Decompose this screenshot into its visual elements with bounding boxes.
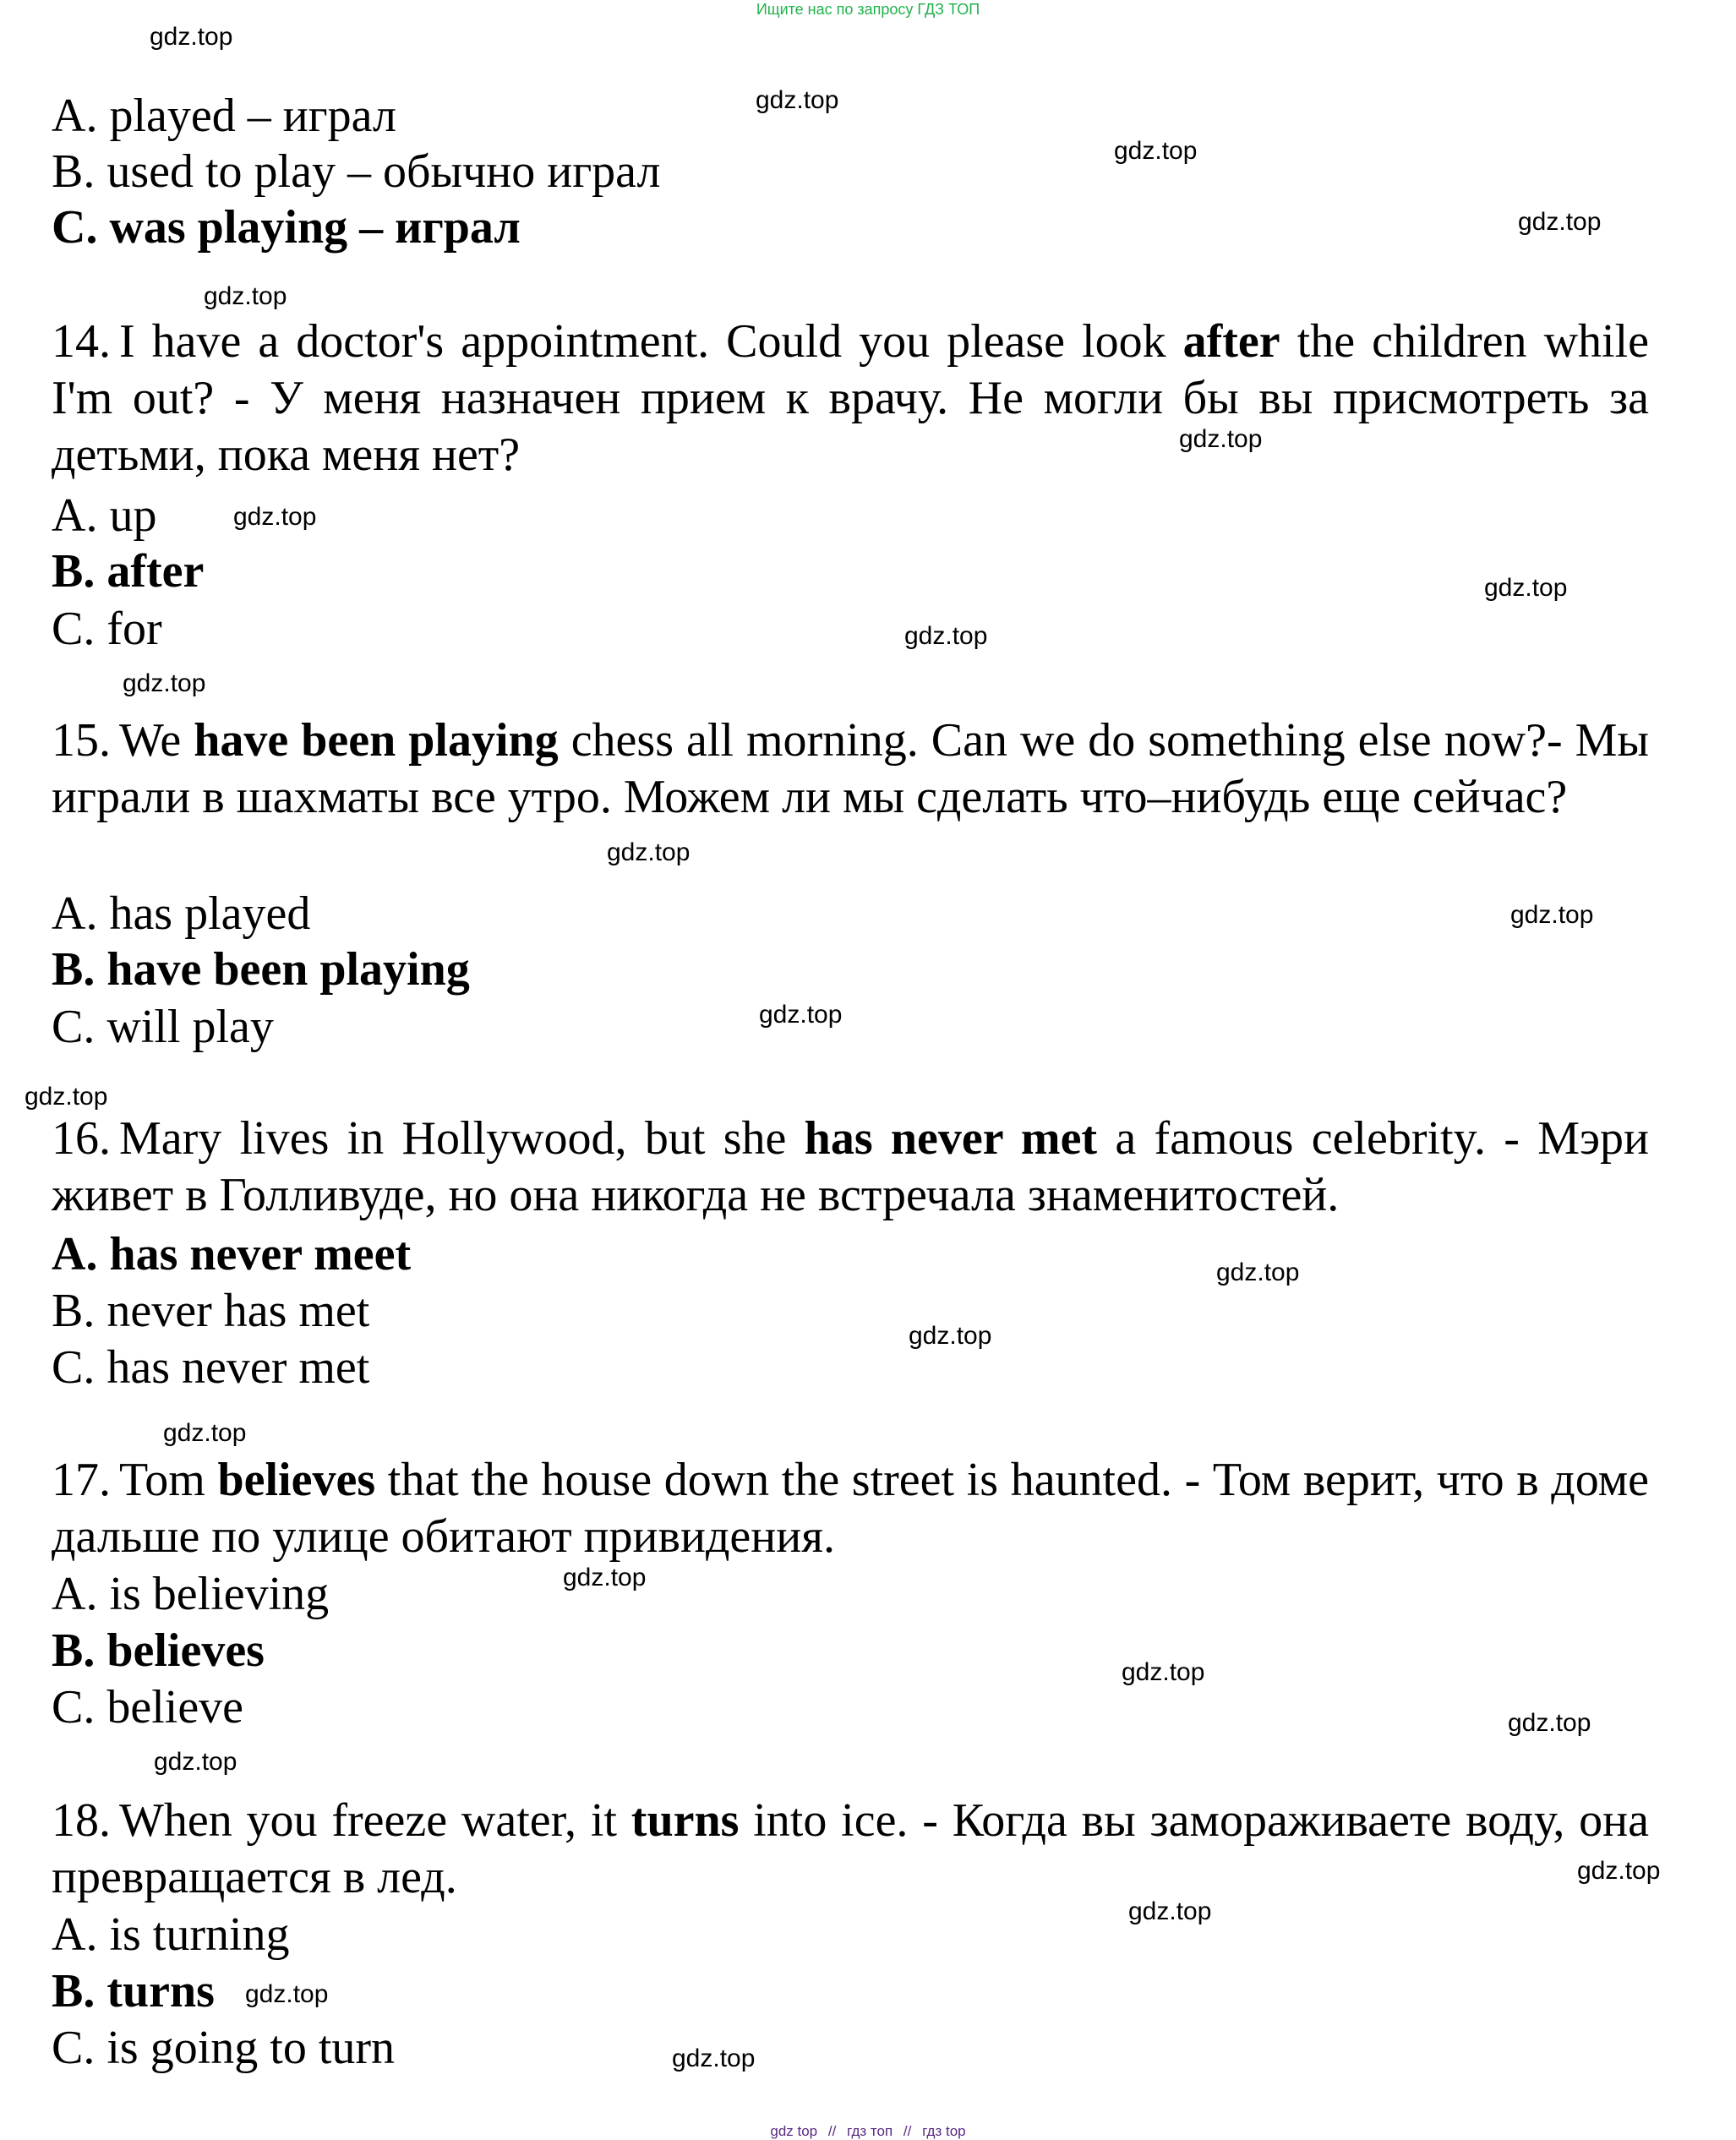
question-number: 17. bbox=[52, 1454, 111, 1506]
question-16 bbox=[52, 1111, 1649, 1224]
watermark: gdz.top bbox=[1216, 1258, 1300, 1286]
footer-link-gdz-top-ru[interactable]: гдз топ bbox=[847, 2123, 893, 2139]
option-13-c-correct: C. was playing – играл bbox=[52, 201, 521, 254]
option-17-b-correct: B. believes bbox=[52, 1624, 265, 1677]
question-answer-highlight: turns bbox=[631, 1794, 740, 1847]
watermark: gdz.top bbox=[1128, 1897, 1212, 1925]
question-answer-highlight: has never met bbox=[804, 1112, 1098, 1165]
watermark: gdz.top bbox=[563, 1564, 647, 1591]
option-14-b-correct: B. after bbox=[52, 545, 205, 598]
watermark: gdz.top bbox=[1508, 1709, 1591, 1737]
option-15-c: C. will play bbox=[52, 1001, 274, 1053]
footer-links bbox=[0, 2123, 1736, 2140]
question-text-before: Tom bbox=[119, 1454, 205, 1506]
footer-link-gdz-top[interactable]: gdz top bbox=[770, 2123, 818, 2139]
watermark: gdz.top bbox=[150, 23, 233, 51]
option-16-c: C. has never met bbox=[52, 1341, 370, 1394]
watermark: gdz.top bbox=[1577, 1857, 1661, 1885]
watermark: gdz.top bbox=[123, 669, 206, 697]
option-16-b: B. never has met bbox=[52, 1285, 370, 1337]
option-15-b-correct: B. have been playing bbox=[52, 943, 470, 996]
question-answer-highlight: have been playing bbox=[194, 714, 559, 767]
question-18 bbox=[52, 1793, 1649, 1906]
question-text-after: chess all morning. Can we do something else now?- Мы играли в шахматы все утро. Можем ли мы сделать что–нибудь еще сейчас? bbox=[52, 714, 1650, 823]
question-number: 16. bbox=[52, 1112, 111, 1165]
option-18-c: C. is going to turn bbox=[52, 2022, 396, 2074]
question-15 bbox=[52, 712, 1649, 826]
question-14 bbox=[52, 314, 1649, 483]
watermark: gdz.top bbox=[25, 1083, 108, 1111]
question-number: 15. bbox=[52, 714, 111, 767]
watermark: gdz.top bbox=[245, 1980, 329, 2008]
watermark: gdz.top bbox=[1114, 137, 1198, 165]
option-18-b-correct: B. turns bbox=[52, 1965, 215, 2017]
option-13-b: B. used to play – обычно играл bbox=[52, 145, 661, 198]
question-number: 18. bbox=[52, 1794, 111, 1847]
question-17 bbox=[52, 1452, 1649, 1565]
question-text-after: the children while I'm out? - У меня назначен прием к врачу. Не могли бы вы присмотреть за детьми, пока меня нет? bbox=[52, 315, 1649, 481]
option-17-c: C. believe bbox=[52, 1681, 244, 1733]
option-17-a: A. is believing bbox=[52, 1568, 330, 1620]
watermark: gdz.top bbox=[1510, 901, 1594, 929]
watermark: gdz.top bbox=[672, 2044, 756, 2072]
footer-separator: // bbox=[903, 2123, 912, 2139]
question-answer-highlight: after bbox=[1182, 315, 1280, 368]
watermark: gdz.top bbox=[1518, 208, 1602, 236]
option-13-a: A. played – играл bbox=[52, 90, 396, 142]
footer-link-gdz-top-mixed[interactable]: гдз top bbox=[922, 2123, 966, 2139]
watermark: gdz.top bbox=[607, 838, 691, 866]
question-text-before: Mary lives in Hollywood, but she bbox=[119, 1112, 787, 1165]
question-answer-highlight: believes bbox=[217, 1454, 376, 1506]
watermark: gdz.top bbox=[909, 1322, 992, 1350]
watermark: gdz.top bbox=[1122, 1658, 1205, 1686]
option-14-a: A. up bbox=[52, 489, 157, 542]
footer-separator: // bbox=[827, 2123, 837, 2139]
question-text-after: a famous celebrity. - Мэри живет в Голливуде, но она никогда не встречала знаменитостей. bbox=[52, 1112, 1650, 1221]
watermark: gdz.top bbox=[233, 503, 317, 531]
watermark: gdz.top bbox=[756, 86, 839, 114]
option-18-a: A. is turning bbox=[52, 1908, 290, 1961]
watermark: gdz.top bbox=[759, 1001, 843, 1029]
option-16-a-correct: A. has never meet bbox=[52, 1228, 412, 1280]
question-text-before: When you freeze water, it bbox=[119, 1794, 617, 1847]
question-text-after: into ice. - Когда вы замораживаете воду, она превращается в лед. bbox=[52, 1794, 1650, 1903]
question-text-before: We bbox=[119, 714, 182, 767]
watermark: gdz.top bbox=[904, 622, 988, 650]
question-number: 14. bbox=[52, 315, 111, 368]
watermark: gdz.top bbox=[204, 282, 287, 310]
top-banner[interactable]: Ищите нас по запросу ГДЗ ТОП bbox=[756, 1, 980, 18]
question-text-before: I have a doctor's appointment. Could you please look bbox=[119, 315, 1166, 368]
question-text-after: that the house down the street is haunted. - Том верит, что в доме дальше по улице обитают привидения. bbox=[52, 1454, 1650, 1563]
watermark: gdz.top bbox=[1179, 425, 1263, 453]
watermark: gdz.top bbox=[154, 1748, 237, 1776]
option-15-a: A. has played bbox=[52, 887, 311, 940]
watermark: gdz.top bbox=[1484, 574, 1568, 602]
watermark: gdz.top bbox=[163, 1419, 247, 1447]
option-14-c: C. for bbox=[52, 603, 162, 655]
